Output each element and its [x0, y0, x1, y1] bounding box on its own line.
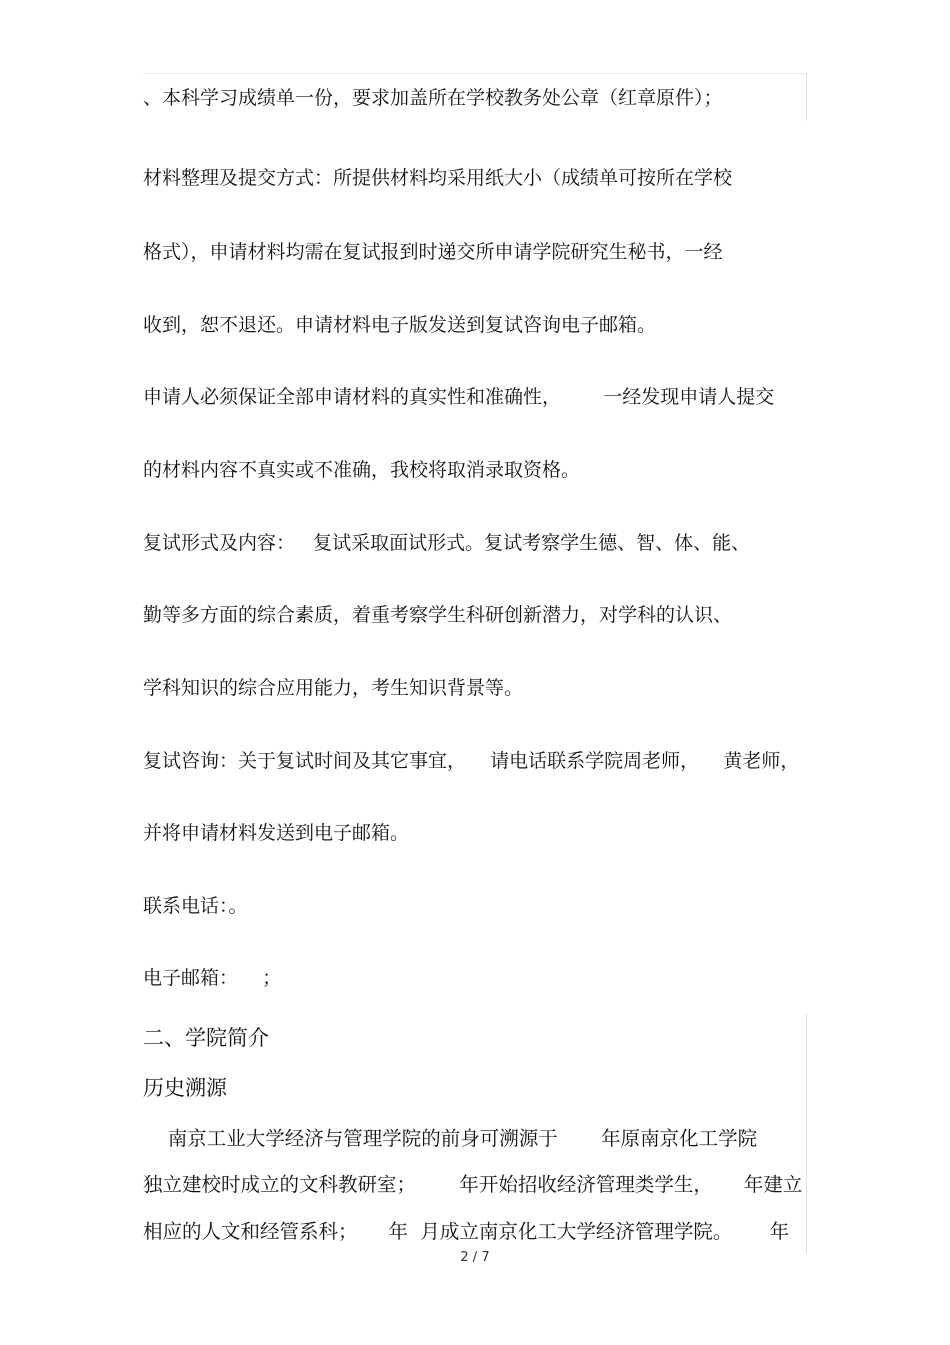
text-line: 勤等多方面的综合素质，着重考察学生科研创新潜力，对学科的认识、 — [143, 604, 733, 626]
text-line: 复试咨询：关于复试时间及其它事宜， 请电话联系学院周老师， 黄老师， — [143, 750, 800, 772]
text-line: 申请人必须保证全部申请材料的真实性和准确性， 一经发现申请人提交 — [143, 386, 775, 408]
text-line: 格式），申请材料均需在复试报到时递交所申请学院研究生秘书，一经 — [143, 241, 723, 263]
text-line: 学科知识的综合应用能力，考生知识背景等。 — [143, 677, 524, 699]
text-line: 材料整理及提交方式：所提供材料均采用纸大小（成绩单可按所在学校 — [143, 167, 733, 189]
section-heading: 二、学院简介 — [143, 1026, 269, 1050]
text-line: 电子邮箱： ； — [143, 967, 282, 989]
paragraph-line: 南京工业大学经济与管理学院的前身可溯源于 年原南京化工学院 — [143, 1127, 758, 1150]
bottom-right-frame-rule — [806, 1014, 807, 1254]
top-right-frame-rule — [806, 73, 807, 121]
subheading: 历史溯源 — [143, 1076, 227, 1100]
text-line: 联系电话：。 — [143, 895, 248, 917]
text-line: 、本科学习成绩单一份，要求加盖所在学校教务处公章（红章原件）； — [143, 87, 723, 109]
text-line: 收到，恕不退还。申请材料电子版发送到复试咨询电子邮箱。 — [143, 314, 657, 336]
text-line: 并将申请材料发送到电子邮箱。 — [143, 822, 410, 844]
page-number: 2 / 7 — [460, 1250, 490, 1265]
text-line: 的材料内容不真实或不准确，我校将取消录取资格。 — [143, 459, 581, 481]
paragraph-line: 独立建校时成立的文科教研室； 年开始招收经济管理类学生， 年建立 — [143, 1173, 803, 1196]
text-line: 复试形式及内容： 复试采取面试形式。复试考察学生德、智、体、能、 — [143, 532, 751, 554]
top-frame-rule — [143, 73, 807, 74]
paragraph-line: 相应的人文和经管系科； 年 月成立南京化工大学经济管理学院。 年 — [143, 1220, 790, 1243]
